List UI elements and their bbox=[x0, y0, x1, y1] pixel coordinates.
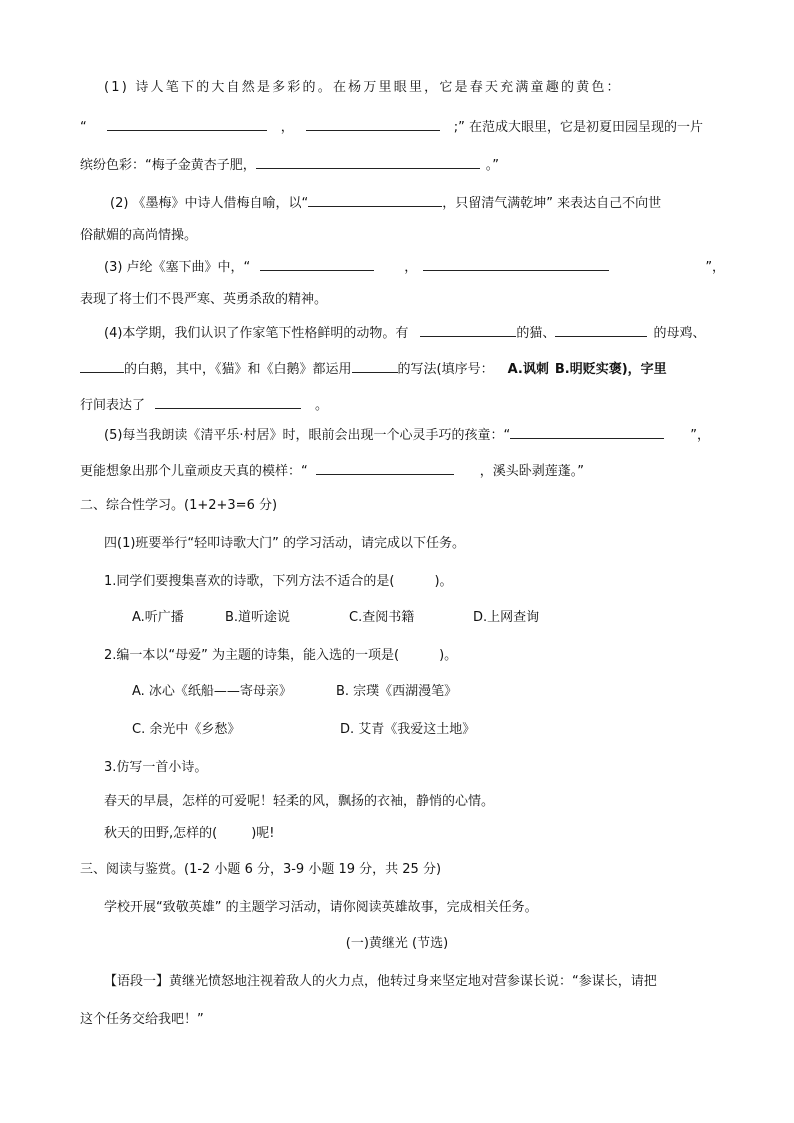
q5-line-1 bbox=[104, 424, 710, 446]
q2-text-2: 俗献媚的高尚情操。 bbox=[80, 228, 198, 243]
option-a: A.讽刺 bbox=[507, 362, 549, 377]
s2-q1-opt-d: D.上网查询 bbox=[473, 610, 540, 625]
q1-blank-1[interactable] bbox=[107, 116, 267, 131]
passage-para-2: 这个任务交给我吧！” bbox=[80, 1012, 204, 1027]
q4-line-2 bbox=[80, 358, 667, 380]
q3-line-1 bbox=[104, 256, 725, 278]
passage-para-1: 【语段一】黄继光愤怒地注视着敌人的火力点，他转过身来坚定地对营参谋长说：“参谋长，请把 bbox=[104, 974, 657, 989]
q3-text-end: ”， bbox=[705, 260, 726, 275]
q3-line-2 bbox=[80, 290, 327, 310]
q2-line-1 bbox=[110, 192, 661, 214]
q1-line-2 bbox=[80, 116, 703, 138]
s2-q3: 3.仿写一首小诗。 bbox=[104, 760, 208, 775]
section-3-intro: 学校开展“致敬英雄” 的主题学习活动，请你阅读英雄故事，完成相关任务。 bbox=[104, 900, 538, 915]
s2-q3-line-2 bbox=[104, 824, 275, 844]
s2-q2-opt-d: D. 艾青《我爱这土地》 bbox=[340, 722, 476, 737]
s2-q1 bbox=[104, 572, 453, 592]
s2-q3-line-2b: )呢! bbox=[251, 826, 275, 841]
q5-text-b: ”， bbox=[690, 428, 711, 443]
comma: ， bbox=[404, 260, 418, 275]
s2-q3-line-1: 春天的早晨，怎样的可爱呢！轻柔的风，飘扬的衣袖，静悄的心情。 bbox=[104, 794, 495, 809]
q2-line-2 bbox=[80, 226, 197, 246]
s2-q2 bbox=[104, 646, 457, 666]
s2-q1-opt-c: C.查阅书籍 bbox=[349, 610, 415, 625]
q5-blank-2[interactable] bbox=[316, 460, 454, 475]
q5-line-2 bbox=[80, 460, 584, 482]
q1-line-1 bbox=[104, 78, 622, 98]
q1-line-3 bbox=[80, 154, 499, 176]
q3-blank-1[interactable] bbox=[260, 256, 374, 271]
q4-line-3 bbox=[80, 394, 328, 416]
section-2-intro: 四(1)班要举行“轻叩诗歌大门” 的学习活动，请完成以下任务。 bbox=[104, 536, 466, 551]
q4-text-3b: 。 bbox=[315, 398, 329, 413]
s2-q2-opt-b: B. 宗璞《西湖漫笔》 bbox=[336, 684, 458, 699]
q1-text-3a: 缤纷色彩：“梅子金黄杏子肥， bbox=[80, 158, 256, 173]
q1-blank-3[interactable] bbox=[256, 154, 480, 169]
section-3-heading: 三、阅读与鉴赏。(1-2 小题 6 分，3-9 小题 19 分，共 25 分) bbox=[80, 862, 442, 877]
q3-text-a: (3) 卢纶《塞下曲》中，“ bbox=[104, 260, 251, 275]
q3-blank-2[interactable] bbox=[423, 256, 609, 271]
q4-text-c: 的母鸡、 bbox=[653, 326, 706, 341]
q4-text-b: 的猫、 bbox=[516, 326, 556, 341]
q2-blank-1[interactable] bbox=[308, 192, 442, 207]
q4-text-2a: 的白鹅，其中，《猫》和《白鹅》都运用 bbox=[124, 362, 352, 377]
s2-q1-opt-a: A.听广播 bbox=[132, 610, 184, 625]
s2-q2-opt-a: A. 冰心《纸船——寄母亲》 bbox=[132, 684, 292, 699]
s2-q2-text: 2.编一本以“母爱” 为主题的诗集，能入选的一项是( bbox=[104, 648, 400, 663]
q4-line-1 bbox=[104, 322, 705, 344]
q4-blank-1[interactable] bbox=[420, 322, 516, 337]
q2-text-a: (2) 《墨梅》中诗人借梅自喻，以“ bbox=[110, 196, 309, 211]
q4-text-2b: 的写法(填序号： bbox=[397, 362, 494, 377]
q5-text-2a: 更能想象出那个儿童顽皮天真的模样：“ bbox=[80, 464, 308, 479]
q1-text: (1) 诗人笔下的大自然是多彩的。在杨万里眼里，它是春天充满童趣的黄色： bbox=[104, 80, 622, 95]
s2-q3-line-2a: 秋天的田野,怎样的( bbox=[104, 826, 218, 841]
q4-blank-3[interactable] bbox=[80, 358, 124, 373]
q5-text-a: (5)每当我朗读《清平乐·村居》时，眼前会出现一个心灵手巧的孩童：“ bbox=[104, 428, 511, 443]
q4-text-3a: 行间表达了 bbox=[80, 398, 146, 413]
option-b: B.明贬实褒)，字里 bbox=[554, 362, 667, 377]
q1-blank-2[interactable] bbox=[306, 116, 440, 131]
q4-blank-4[interactable] bbox=[352, 358, 398, 373]
quote-open: “ bbox=[80, 120, 87, 135]
q1-text-3b: 。” bbox=[485, 158, 499, 173]
s2-q2-opt-c: C. 余光中《乡愁》 bbox=[132, 722, 241, 737]
s2-q1-opt-b: B.道听途说 bbox=[225, 610, 291, 625]
section-2-heading: 二、综合性学习。(1+2+3=6 分) bbox=[80, 498, 278, 513]
q1-text-rest: ;” 在范成大眼里，它是初夏田园呈现的一片 bbox=[453, 120, 704, 135]
q5-text-2b: ，溪头卧剥莲蓬。” bbox=[479, 464, 584, 479]
passage-title: (一)黄继光 (节选) bbox=[345, 936, 449, 951]
q5-blank-1[interactable] bbox=[510, 424, 664, 439]
q4-blank-2[interactable] bbox=[555, 322, 647, 337]
q4-text-a: (4)本学期，我们认识了作家笔下性格鲜明的动物。有 bbox=[104, 326, 409, 341]
q2-text-b: ，只留清气满乾坤” 来表达自己不向世 bbox=[442, 196, 662, 211]
s2-q2-end: )。 bbox=[439, 648, 458, 663]
q4-blank-5[interactable] bbox=[155, 394, 301, 409]
s2-q1-end: )。 bbox=[434, 574, 453, 589]
q3-text-2: 表现了将士们不畏严寒、英勇杀敌的精神。 bbox=[80, 292, 328, 307]
s2-q1-text: 1.同学们要搜集喜欢的诗歌，下列方法不适合的是( bbox=[104, 574, 395, 589]
comma: ， bbox=[280, 120, 294, 135]
